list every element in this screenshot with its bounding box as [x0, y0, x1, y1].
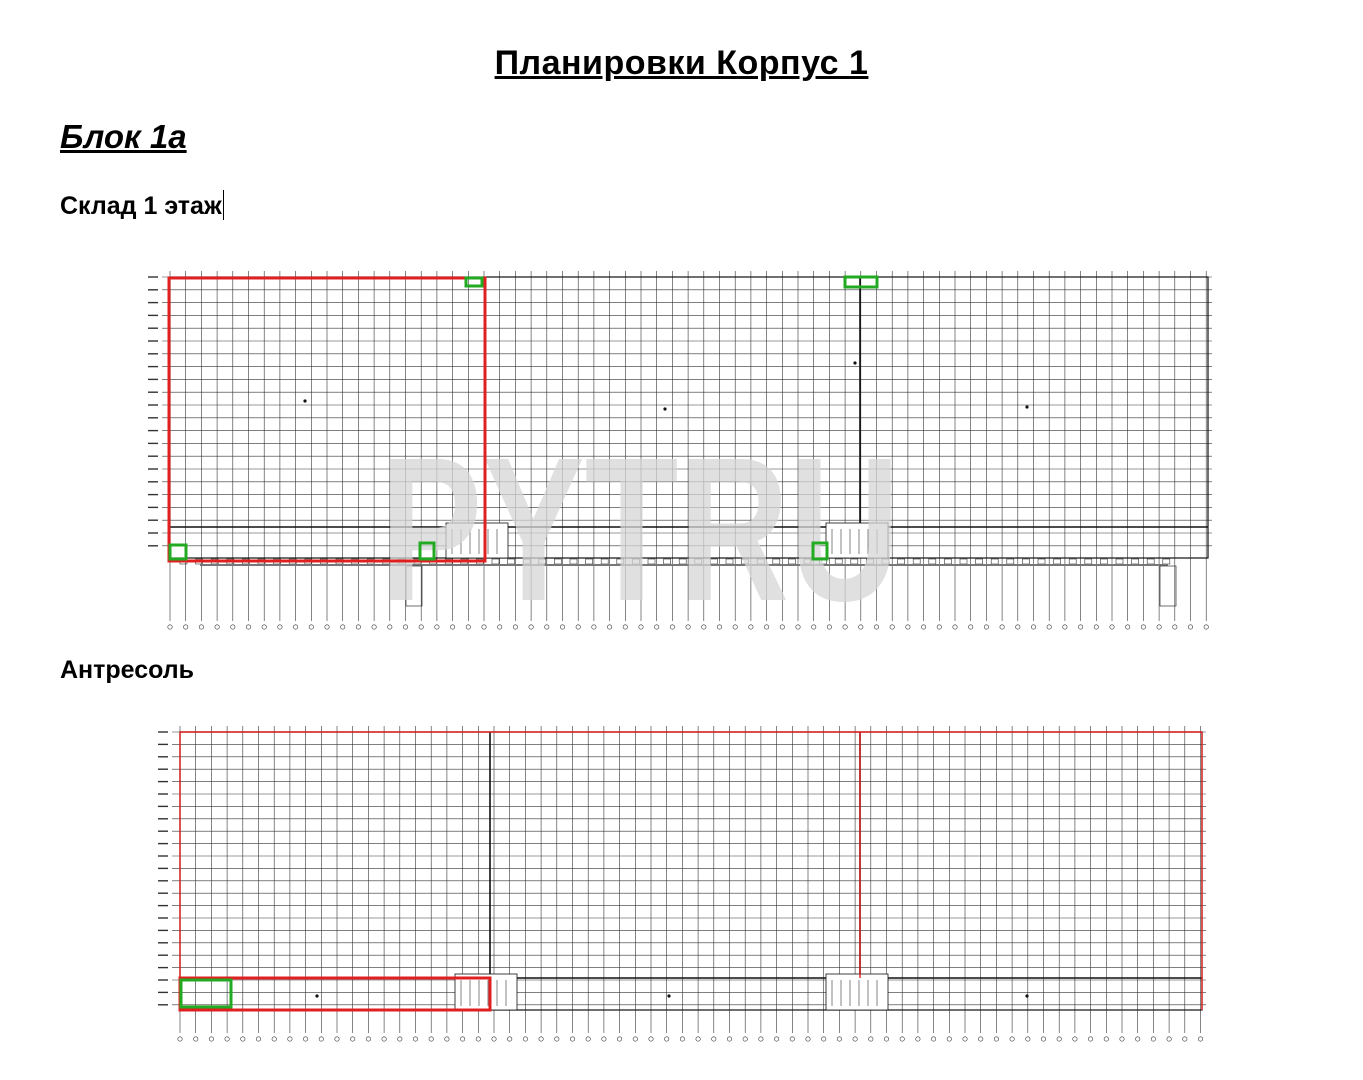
ramp-block	[1160, 566, 1176, 606]
grid-axis-marker	[351, 1037, 355, 1041]
grid-axis-marker	[743, 1037, 747, 1041]
grid-axis-marker	[476, 1037, 480, 1041]
grid-axis-marker	[665, 1037, 669, 1041]
grid-axis-marker	[278, 625, 282, 629]
grid-axis-marker	[1078, 625, 1082, 629]
grid-axis-marker	[1141, 625, 1145, 629]
grid-axis-marker	[937, 625, 941, 629]
dock-door	[960, 559, 967, 564]
grid-axis-marker	[325, 625, 329, 629]
column-mark	[667, 994, 670, 997]
grid-axis-marker	[246, 625, 250, 629]
plan-details	[180, 732, 1202, 1010]
grid-axis-marker	[199, 625, 203, 629]
grid-axis-marker	[508, 1037, 512, 1041]
grid-axis-marker	[1026, 1037, 1030, 1041]
grid-axis-marker	[1183, 1037, 1187, 1041]
grid-axis-marker	[413, 1037, 417, 1041]
grid-axis-marker	[168, 625, 172, 629]
grid-axis-marker	[429, 1037, 433, 1041]
floor-plan-warehouse-floor-1	[140, 255, 1220, 644]
grid-axis-marker	[884, 1037, 888, 1041]
grid-axis-marker	[1000, 625, 1004, 629]
grid-axis-marker	[1047, 625, 1051, 629]
grid-axis-marker	[853, 1037, 857, 1041]
grid-axis-marker	[319, 1037, 323, 1041]
grid-axis-marker	[1010, 1037, 1014, 1041]
grid-axis-marker	[372, 625, 376, 629]
grid-axis-marker	[931, 1037, 935, 1041]
dock-door	[1163, 559, 1170, 564]
grid-axis-marker	[1110, 625, 1114, 629]
dock-door	[1054, 559, 1061, 564]
grid-axis-marker	[1167, 1037, 1171, 1041]
grid-axis-marker	[979, 1037, 983, 1041]
grid-axis-marker	[822, 1037, 826, 1041]
dock-door	[1069, 559, 1076, 564]
grid-axis-marker	[272, 1037, 276, 1041]
grid-axis-marker	[1126, 625, 1130, 629]
grid-axis-marker	[225, 1037, 229, 1041]
grid-axis-marker	[1057, 1037, 1061, 1041]
grid-axis-marker	[906, 625, 910, 629]
building-outline	[180, 732, 1202, 1010]
grid-axis-marker	[1063, 625, 1067, 629]
grid-axis-marker	[1031, 625, 1035, 629]
grid-axis-marker	[1136, 1037, 1140, 1041]
grid-axis-marker	[366, 1037, 370, 1041]
dock-door	[1085, 559, 1092, 564]
dock-door	[1007, 559, 1014, 564]
text-cursor	[223, 190, 224, 220]
grid-axis-marker	[921, 625, 925, 629]
grid-axis-marker	[774, 1037, 778, 1041]
dock-door	[1116, 559, 1123, 564]
grid-axis-marker	[916, 1037, 920, 1041]
grid-axis-marker	[1104, 1037, 1108, 1041]
grid-axis-marker	[335, 1037, 339, 1041]
grid-axis-marker	[1041, 1037, 1045, 1041]
grid-axis-marker	[398, 1037, 402, 1041]
grid-axis-marker	[288, 1037, 292, 1041]
grid-axis-marker	[696, 1037, 700, 1041]
dock-door	[976, 559, 983, 564]
plan-grid	[158, 726, 1206, 1041]
watermark: PYTRU	[380, 415, 900, 644]
grid-axis-marker	[303, 1037, 307, 1041]
section-label-mezzanine: Антресоль	[60, 656, 195, 684]
grid-axis-marker	[445, 1037, 449, 1041]
grid-axis-marker	[555, 1037, 559, 1041]
grid-axis-marker	[963, 1037, 967, 1041]
column-mark	[1025, 405, 1028, 408]
grid-axis-marker	[680, 1037, 684, 1041]
grid-axis-marker	[194, 1037, 198, 1041]
grid-axis-marker	[356, 625, 360, 629]
grid-axis-marker	[649, 1037, 653, 1041]
column-mark	[315, 994, 318, 997]
grid-axis-marker	[790, 1037, 794, 1041]
grid-axis-marker	[215, 625, 219, 629]
dock-door	[991, 559, 998, 564]
grid-axis-marker	[1157, 625, 1161, 629]
grid-axis-marker	[492, 1037, 496, 1041]
grid-axis-marker	[1204, 625, 1208, 629]
grid-axis-marker	[869, 1037, 873, 1041]
grid-axis-marker	[602, 1037, 606, 1041]
grid-axis-marker	[759, 1037, 763, 1041]
grid-axis-marker	[586, 1037, 590, 1041]
grid-axis-marker	[539, 1037, 543, 1041]
grid-axis-marker	[947, 1037, 951, 1041]
dock-door	[944, 559, 951, 564]
grid-axis-marker	[1120, 1037, 1124, 1041]
dock-door	[1038, 559, 1045, 564]
grid-axis-marker	[900, 1037, 904, 1041]
dock-door	[929, 559, 936, 564]
highlight-outline-block-1a	[180, 978, 490, 1010]
grid-axis-marker	[231, 625, 235, 629]
column-mark	[303, 399, 306, 402]
section-label-warehouse-floor-1	[60, 190, 224, 221]
service-core	[826, 974, 888, 1010]
grid-axis-marker	[712, 1037, 716, 1041]
grid-axis-marker	[1151, 1037, 1155, 1041]
floor-plan-mezzanine	[150, 720, 1230, 1050]
grid-axis-marker	[727, 1037, 731, 1041]
dock-door	[1022, 559, 1029, 564]
dock-door	[1147, 559, 1154, 564]
exit-marker	[170, 545, 186, 559]
column-mark	[853, 361, 856, 364]
grid-axis-marker	[209, 1037, 213, 1041]
grid-axis-marker	[241, 1037, 245, 1041]
column-mark	[663, 407, 666, 410]
section-label-text: Склад 1 этаж	[60, 192, 222, 220]
grid-axis-marker	[969, 625, 973, 629]
grid-axis-marker	[184, 625, 188, 629]
grid-axis-marker	[1088, 1037, 1092, 1041]
grid-axis-marker	[341, 625, 345, 629]
page-title: Планировки Корпус 1	[494, 44, 869, 82]
grid-axis-marker	[262, 625, 266, 629]
column-mark	[1025, 994, 1028, 997]
grid-axis-marker	[523, 1037, 527, 1041]
exit-marker	[181, 980, 231, 1007]
grid-axis-marker	[1016, 625, 1020, 629]
grid-axis-marker	[1094, 625, 1098, 629]
grid-axis-marker	[460, 1037, 464, 1041]
grid-axis-marker	[806, 1037, 810, 1041]
grid-axis-marker	[617, 1037, 621, 1041]
grid-axis-marker	[1073, 1037, 1077, 1041]
grid-axis-marker	[984, 625, 988, 629]
dock-door	[913, 559, 920, 564]
grid-axis-marker	[256, 1037, 260, 1041]
grid-axis-marker	[994, 1037, 998, 1041]
grid-axis-marker	[178, 1037, 182, 1041]
grid-axis-marker	[570, 1037, 574, 1041]
grid-axis-marker	[1198, 1037, 1202, 1041]
grid-axis-marker	[1173, 625, 1177, 629]
block-title: Блок 1а	[60, 118, 187, 155]
dock-door	[1132, 559, 1139, 564]
dock-door	[1100, 559, 1107, 564]
grid-axis-marker	[1188, 625, 1192, 629]
grid-axis-marker	[633, 1037, 637, 1041]
grid-axis-marker	[293, 625, 297, 629]
grid-axis-marker	[837, 1037, 841, 1041]
grid-axis-marker	[953, 625, 957, 629]
grid-axis-marker	[309, 625, 313, 629]
grid-axis-marker	[382, 1037, 386, 1041]
